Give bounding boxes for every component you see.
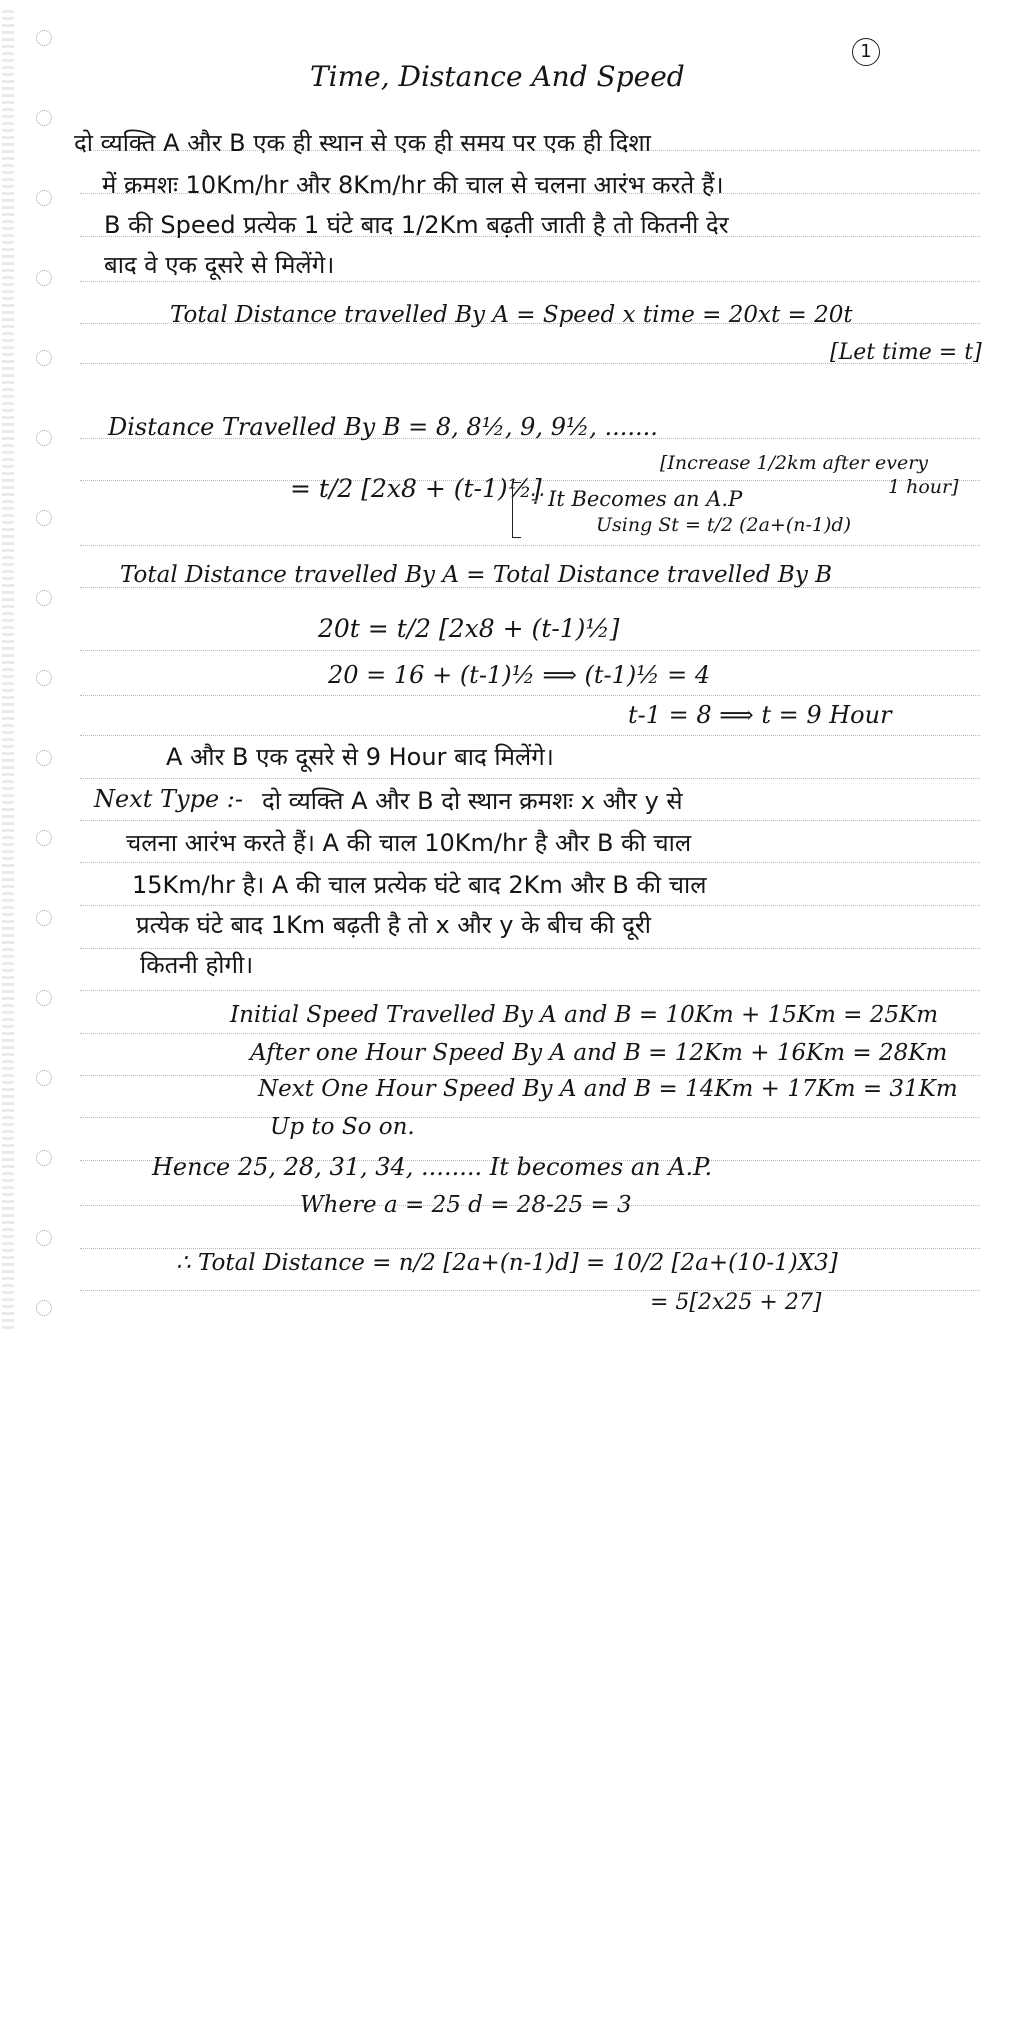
distance-a-line: Total Distance travelled By A = Speed x time = 20xt = 20t	[170, 302, 853, 328]
ruled-line	[80, 695, 980, 696]
where-line: Where a = 25 d = 28-25 = 3	[300, 1192, 632, 1218]
question2-line: चलना आरंभ करते हैं। A की चाल 10Km/hr है और B की चाल	[126, 829, 692, 857]
ruled-line	[80, 1290, 980, 1291]
ruled-line	[80, 862, 980, 863]
increase-note-2: 1 hour]	[888, 476, 959, 498]
question1-line: B की Speed प्रत्येक 1 घंटे बाद 1/2Km बढ़ती जाती है तो कितनी देर	[104, 211, 729, 239]
question2-line: 15Km/hr है। A की चाल प्रत्येक घंटे बाद 2Km और B की चाल	[132, 871, 707, 899]
binder-hole	[36, 30, 52, 46]
binder-hole	[36, 910, 52, 926]
ruled-line	[80, 1117, 980, 1118]
perforation-strip	[2, 10, 14, 1330]
equation-3: t-1 = 8 ⟹ t = 9 Hour	[628, 701, 892, 729]
equation-1: 20t = t/2 [2x8 + (t-1)½]	[318, 614, 620, 643]
ruled-line	[80, 990, 980, 991]
question2-line: प्रत्येक घंटे बाद 1Km बढ़ती है तो x और y के बीच की दूरी	[136, 911, 652, 939]
binder-hole	[36, 990, 52, 1006]
binder-hole	[36, 830, 52, 846]
question1-line: दो व्यक्ति A और B एक ही स्थान से एक ही समय पर एक ही दिशा	[74, 129, 651, 157]
binder-hole	[36, 750, 52, 766]
ap-note: ∵ It Becomes an A.P	[528, 487, 743, 511]
after-hour-line: After one Hour Speed By A and B = 12Km + 16Km = 28Km	[250, 1040, 948, 1066]
total-distance-continued: = 5[2x25 + 27]	[650, 1290, 822, 1315]
question2-line: दो व्यक्ति A और B दो स्थान क्रमशः x और y से	[262, 787, 683, 815]
so-on-line: Up to So on.	[270, 1114, 415, 1140]
initial-speed-line: Initial Speed Travelled By A and B = 10Km + 15Km = 25Km	[230, 1002, 939, 1028]
hence-line: Hence 25, 28, 31, 34, ........ It becomes an A.P.	[152, 1153, 713, 1181]
binder-hole	[36, 590, 52, 606]
binder-hole	[36, 1150, 52, 1166]
page-number: 1	[852, 38, 880, 66]
increase-note: [Increase 1/2km after every	[660, 452, 929, 474]
question1-line: में क्रमशः 10Km/hr और 8Km/hr की चाल से चलना आरंभ करते हैं।	[102, 171, 724, 199]
next-type-label: Next Type :-	[94, 785, 243, 813]
equate-line: Total Distance travelled By A = Total Distance travelled By B	[120, 562, 833, 588]
let-time-note: [Let time = t]	[830, 340, 982, 365]
distance-b-line: Distance Travelled By B = 8, 8½, 9, 9½, .......	[108, 413, 658, 441]
answer-1: A और B एक दूसरे से 9 Hour बाद मिलेंगे।	[166, 743, 554, 771]
question1-line: बाद वे एक दूसरे से मिलेंगे।	[104, 251, 335, 279]
question2-line: कितनी होगी।	[140, 951, 254, 979]
binder-hole	[36, 270, 52, 286]
binder-hole	[36, 1230, 52, 1246]
ruled-line	[80, 281, 980, 282]
ruled-line	[80, 948, 980, 949]
sum-formula-note: Using St = t/2 (2a+(n-1)d)	[596, 514, 851, 536]
ruled-line	[80, 1033, 980, 1034]
b-formula: = t/2 [2x8 + (t-1)½]	[290, 474, 542, 503]
binder-hole	[36, 670, 52, 686]
binder-hole	[36, 430, 52, 446]
total-distance-line: ∴ Total Distance = n/2 [2a+(n-1)d] = 10/2 [2a+(10-1)X3]	[176, 1250, 838, 1276]
binder-hole	[36, 190, 52, 206]
binder-margin	[0, 0, 62, 1330]
ruled-line	[80, 778, 980, 779]
ruled-line	[80, 905, 980, 906]
page-title: Time, Distance And Speed	[310, 60, 685, 93]
ruled-line	[80, 545, 980, 546]
next-hour-line: Next One Hour Speed By A and B = 14Km + 17Km = 31Km	[258, 1076, 958, 1102]
binder-hole	[36, 510, 52, 526]
ruled-line	[80, 650, 980, 651]
binder-hole	[36, 1300, 52, 1316]
binder-hole	[36, 350, 52, 366]
binder-hole	[36, 1070, 52, 1086]
ruled-line	[80, 735, 980, 736]
ruled-line	[80, 820, 980, 821]
note-bracket	[512, 482, 521, 538]
binder-hole	[36, 110, 52, 126]
equation-2: 20 = 16 + (t-1)½ ⟹ (t-1)½ = 4	[328, 661, 711, 689]
